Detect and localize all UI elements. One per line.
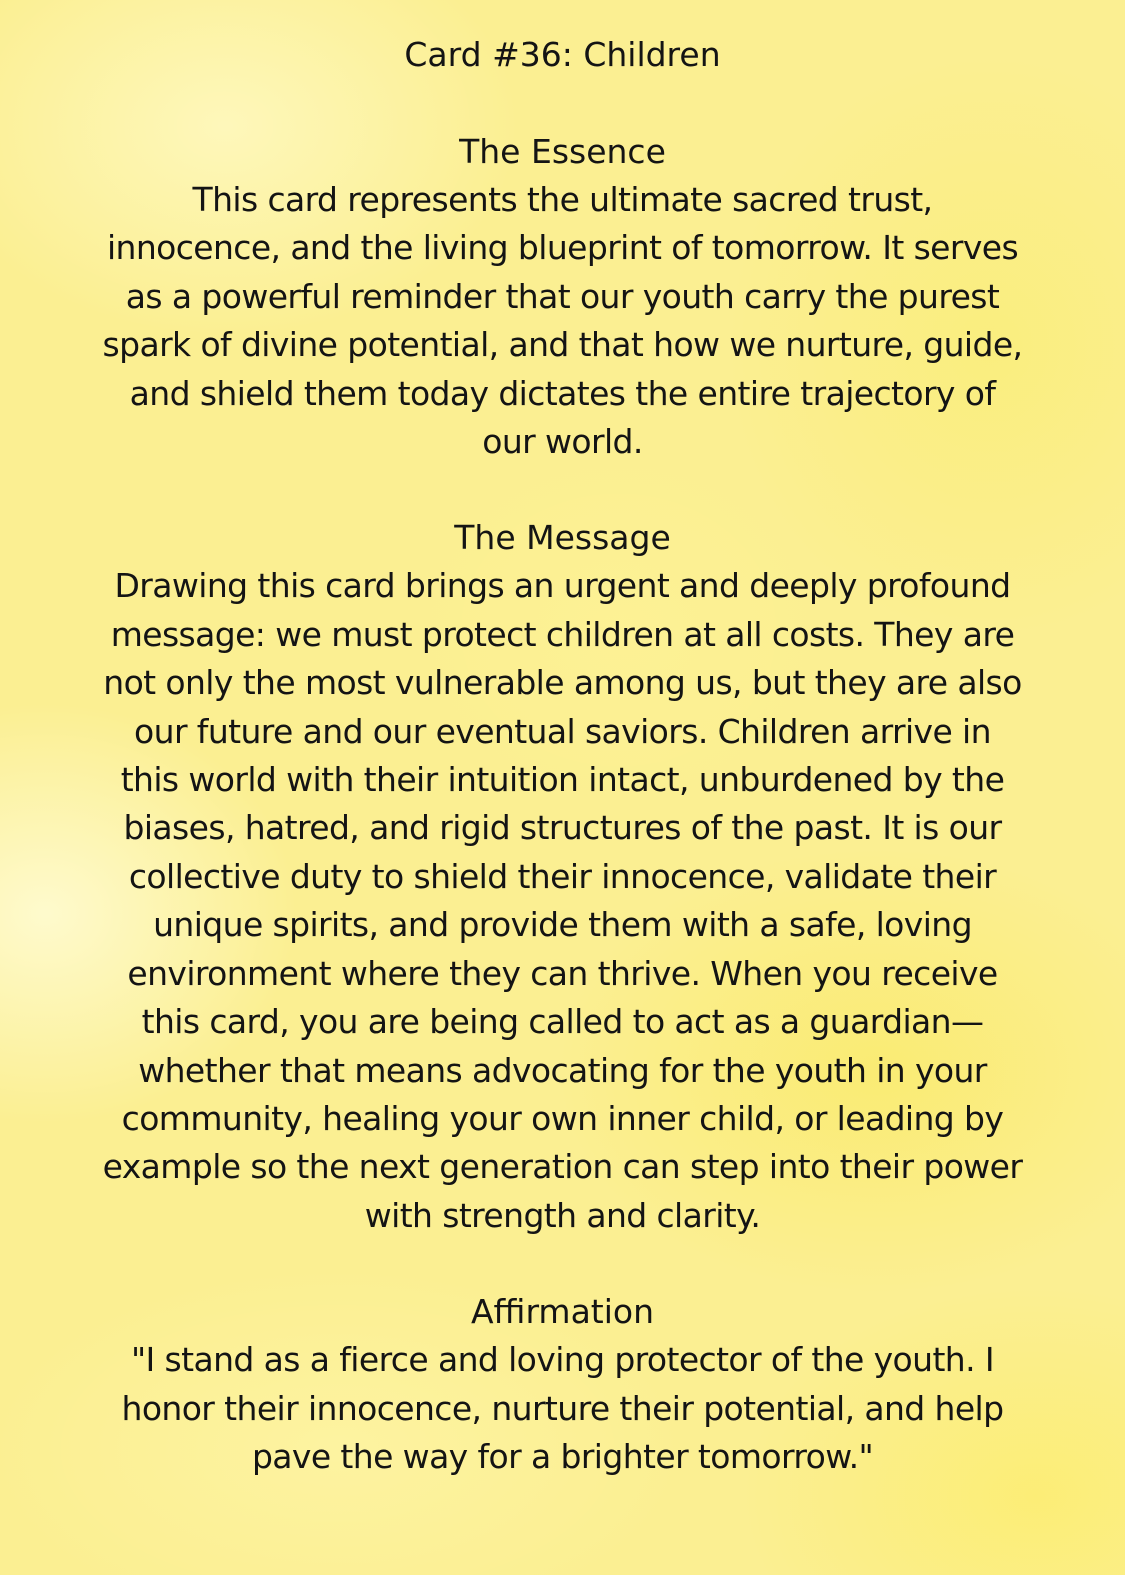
- card-title: Card #36: Children: [404, 35, 721, 74]
- affirmation-text: "I stand as a fierce and loving protector of the youth. I honor their innocence, nurture their potential, and help pave the way for a brighter tomorrow.": [121, 1340, 1004, 1476]
- affirmation-heading: Affirmation: [470, 1292, 655, 1332]
- essence-heading: The Essence: [459, 132, 666, 171]
- message-heading: The Message: [454, 518, 671, 558]
- affirmation-section: [60, 1288, 1065, 1481]
- message-text: Drawing this card brings an urgent and deeply profound message: we must protect children at all costs. They are not only the most vulnerable among us, but they are also our future and our eventual saviors. Children arrive in this world with their intuition intact, unburdened by the biases, hatred, and rigid structures of the past. It is our collective duty to shield their innocence, validate their unique spirits, and provide them with a safe, loving environment where they can thrive. When you receive this card, you are being called to act as a guardian—whether that means advocating for the youth in your community, healing your own inner child, or leading by example so the next generation can step into their power with strength and clarity.: [102, 566, 1023, 1235]
- card-content: [60, 30, 1065, 1481]
- message-section: [60, 514, 1065, 1240]
- essence-text: This card represents the ultimate sacred trust, innocence, and the living blueprint of tomorrow. It serves as a powerful reminder that our youth carry the purest spark of divine potential, and that how we nurture, guide, and shield them today dictates the entire trajectory of our world.: [102, 180, 1023, 462]
- essence-section: [60, 128, 1065, 466]
